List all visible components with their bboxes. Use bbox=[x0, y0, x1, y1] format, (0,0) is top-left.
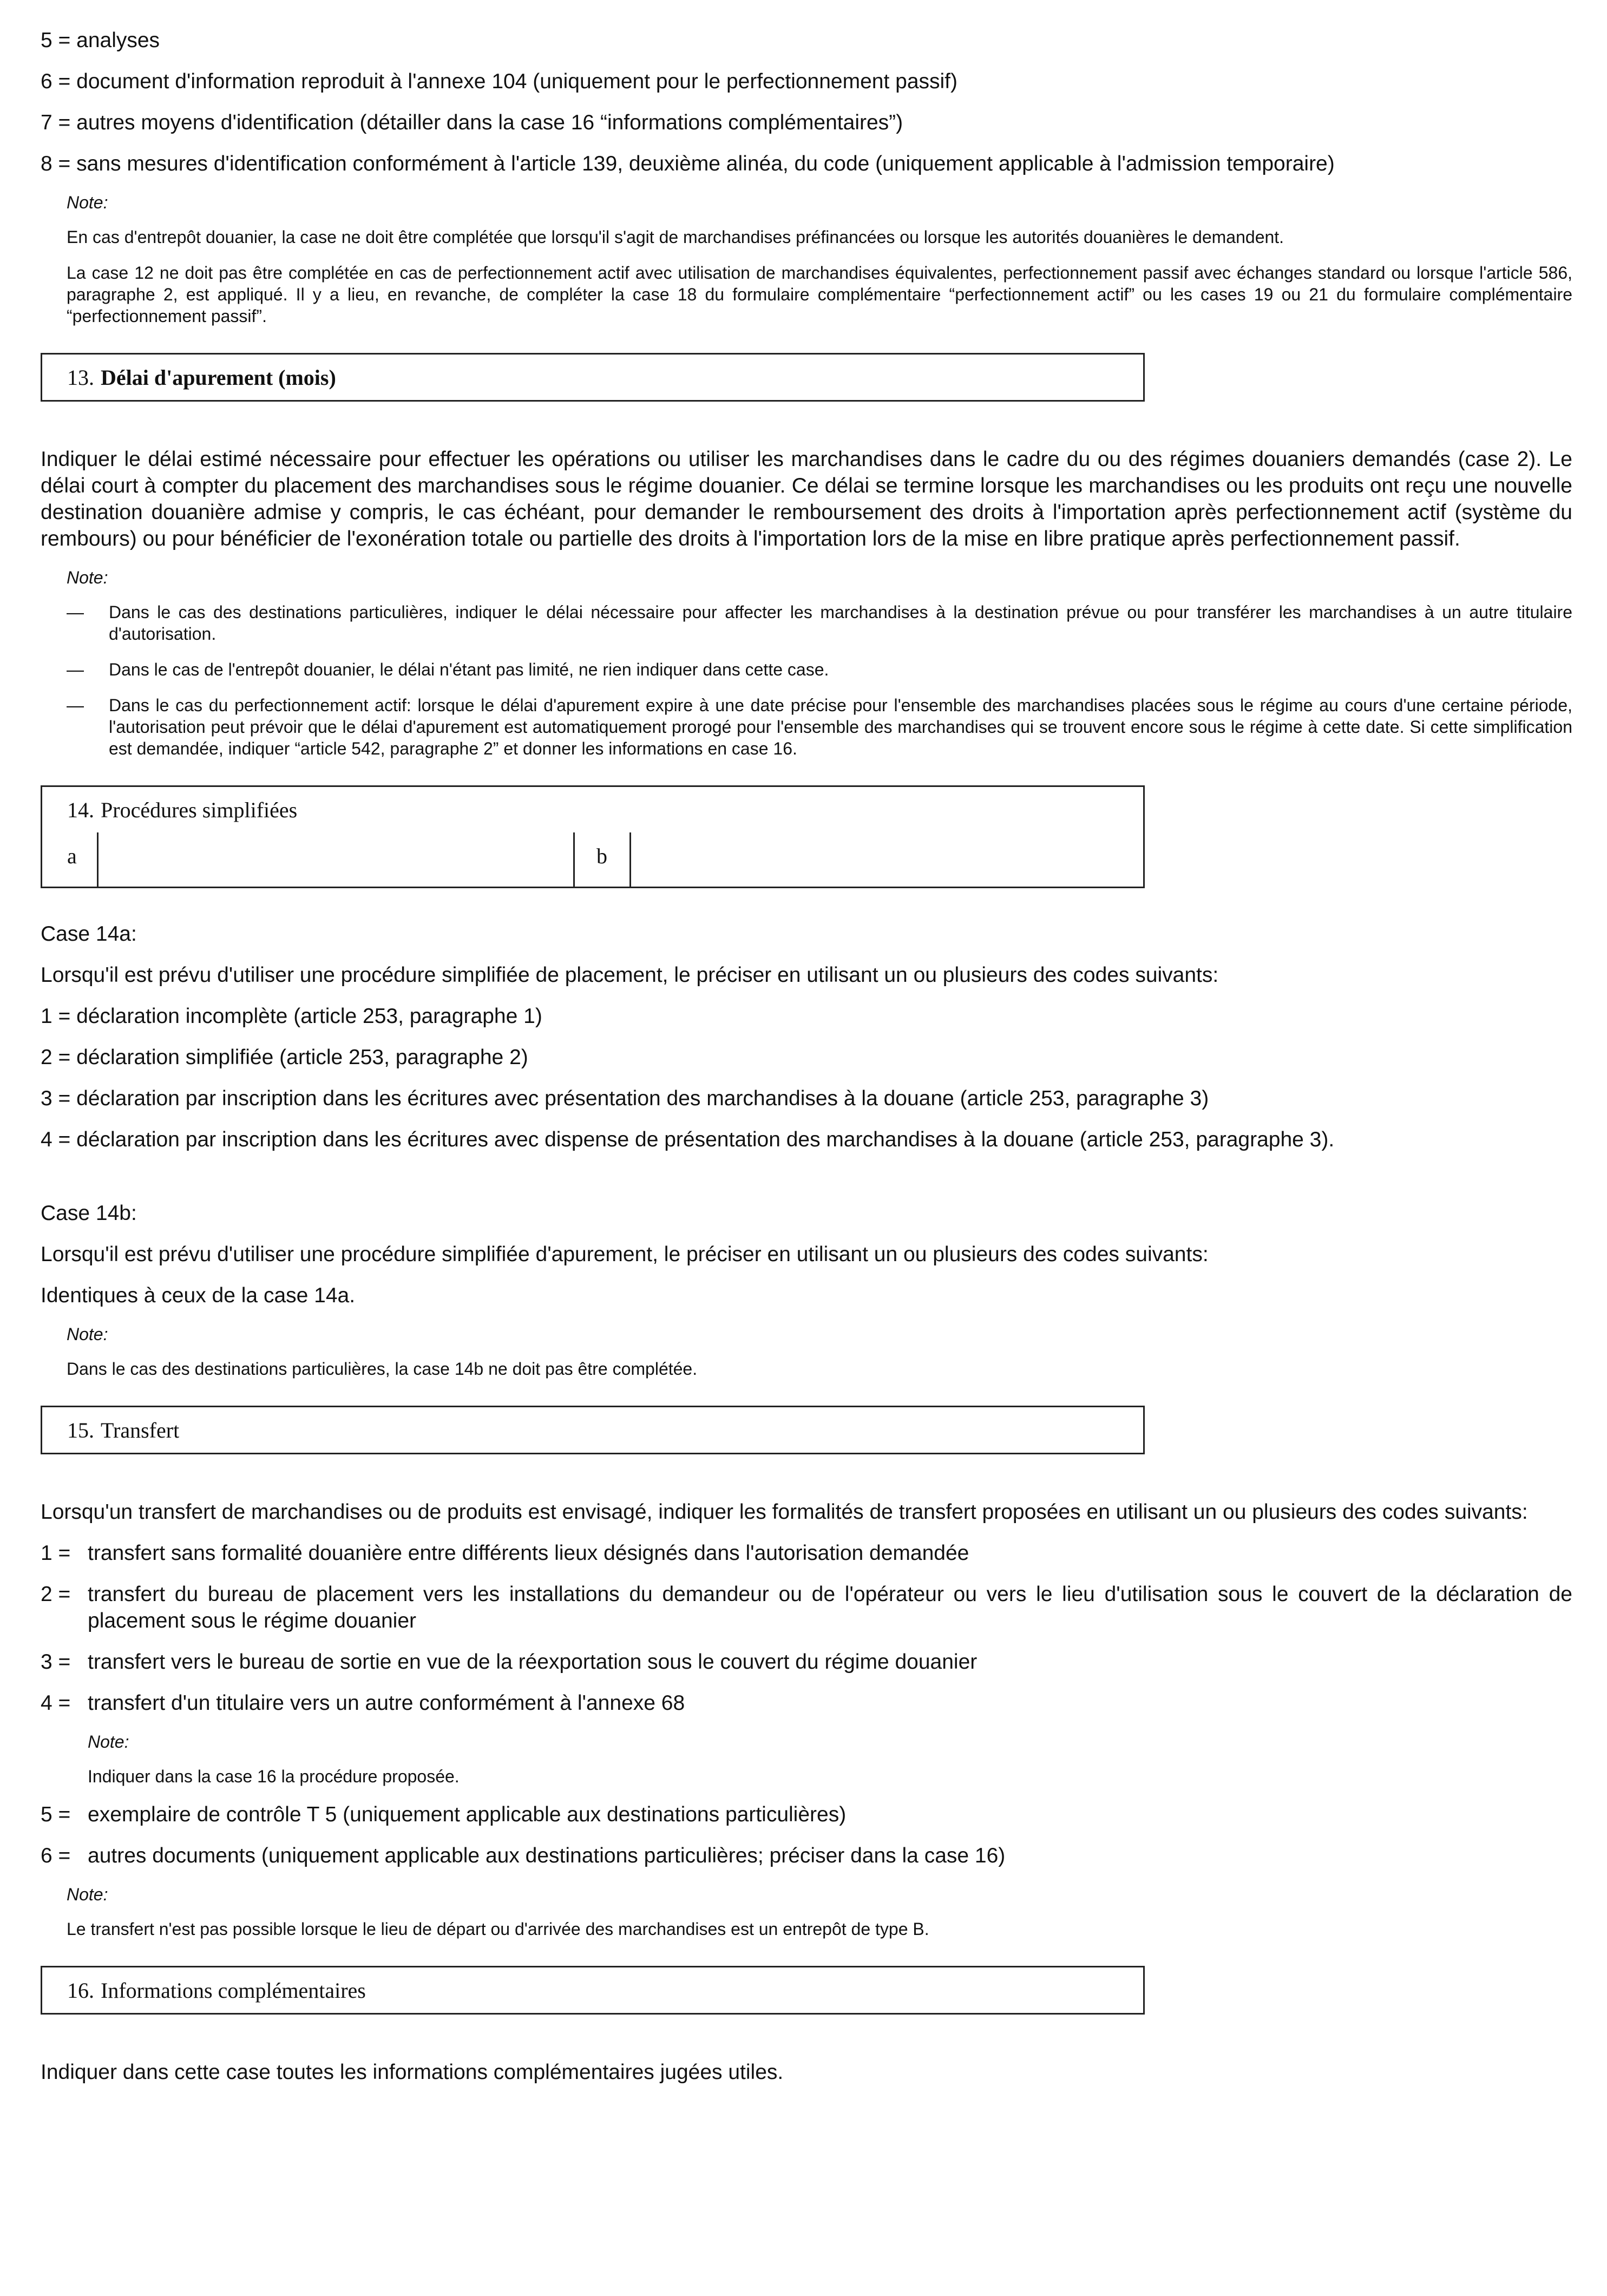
note-label: Note: bbox=[88, 1732, 129, 1751]
code-number: 3 = bbox=[41, 1650, 71, 1674]
note-dash-item bbox=[67, 659, 1572, 680]
transfer-code-item bbox=[41, 1690, 1572, 1716]
dash-marker: — bbox=[67, 602, 84, 622]
dash-marker: — bbox=[67, 696, 84, 715]
code-text: transfert vers le bureau de sortie en vue de la réexportation sous le couvert du régime douanier bbox=[88, 1650, 978, 1674]
dash-marker: — bbox=[67, 660, 84, 679]
transfer-code-item bbox=[41, 1842, 1572, 1869]
note-text: La case 12 ne doit pas être complétée en cas de perfectionnement actif avec utilisation de marchandises équivalentes, perfectionnement passif avec échanges standard ou lorsque l'article 586, paragraphe 2, est appliqué. Il y a lieu, en revanche, de compléter la case 18 du formulaire complémentaire “perfectionnement actif” ou les cases 19 ou 21 du formulaire complémentaire “perfectionnement passif”. bbox=[67, 263, 1572, 326]
note-label: Note: bbox=[67, 193, 108, 212]
code-item-8: 8 = sans mesures d'identification conformément à l'article 139, deuxième alinéa, du code (uniquement applicable à l'admission temporaire) bbox=[41, 152, 1335, 175]
code-text: transfert du bureau de placement vers les installations du demandeur ou de l'opérateur ou vers le lieu d'utilisation sous le couvert de la déclaration de placement sous le régime douanier bbox=[88, 1583, 1572, 1632]
code-number: 1 = bbox=[41, 1541, 71, 1565]
field-a-label: a bbox=[42, 832, 99, 887]
note-text: Dans le cas des destinations particulières, la case 14b ne doit pas être complétée. bbox=[67, 1359, 698, 1379]
case-14a-heading: Case 14a: bbox=[41, 922, 137, 946]
code-number: 5 = bbox=[41, 1803, 71, 1826]
box-16-informations-complementaires bbox=[41, 1966, 1145, 2015]
section-16-text: Indiquer dans cette case toutes les informations complémentaires jugées utiles. bbox=[41, 2061, 784, 2084]
box-14-fields bbox=[42, 832, 1143, 887]
box-label: Informations complémentaires bbox=[101, 1978, 366, 2003]
box-number: 15. bbox=[67, 1418, 94, 1442]
case-14b-same: Identiques à ceux de la case 14a. bbox=[41, 1284, 356, 1307]
note-dash-item bbox=[67, 601, 1572, 645]
code-text: autres documents (uniquement applicable aux destinations particulières; préciser dans la case 16) bbox=[88, 1844, 1006, 1867]
section-13-text: Indiquer le délai estimé nécessaire pour effectuer les opérations ou utiliser les marchandises dans le cadre du ou des régimes douaniers demandés (case 2). Le délai court à compter du placement des marchandises sous le régime douanier. Ce délai se termine lorsque les marchandises ou les produits ont reçu une nouvelle destination douanière admise y compris, le cas échéant, pour demander le remboursement des droits à l'importation après perfectionnement actif (système du rembours) ou pour bénéficier de l'exonération totale ou partielle des droits à l'importation lors de la mise en libre pratique après perfectionnement passif. bbox=[41, 448, 1572, 550]
note-label: Note: bbox=[67, 1885, 108, 1904]
transfer-code-item bbox=[41, 1649, 1572, 1675]
document-page bbox=[41, 27, 1572, 2100]
case-14b-heading: Case 14b: bbox=[41, 1202, 137, 1225]
code-item: 3 = déclaration par inscription dans les écritures avec présentation des marchandises à la douane (article 253, paragraphe 3) bbox=[41, 1087, 1209, 1110]
box-number: 16. bbox=[67, 1978, 94, 2003]
box-label: Procédures simplifiées bbox=[101, 798, 298, 822]
field-14a-input[interactable] bbox=[99, 832, 575, 887]
note-text: Le transfert n'est pas possible lorsque le lieu de départ ou d'arrivée des marchandises est un entrepôt de type B. bbox=[67, 1919, 929, 1939]
transfer-code-item bbox=[41, 1540, 1572, 1566]
box-number: 13. bbox=[67, 365, 94, 390]
section-15-intro: Lorsqu'un transfert de marchandises ou de produits est envisagé, indiquer les formalités de transfert proposées en utilisant un ou plusieurs des codes suivants: bbox=[41, 1500, 1528, 1524]
note-text: Dans le cas de l'entrepôt douanier, le délai n'étant pas limité, ne rien indiquer dans cette case. bbox=[109, 660, 829, 679]
code-text: exemplaire de contrôle T 5 (uniquement applicable aux destinations particulières) bbox=[88, 1803, 847, 1826]
note-dash-item bbox=[67, 694, 1572, 759]
code-item-7: 7 = autres moyens d'identification (détailler dans la case 16 “informations complémentaires”) bbox=[41, 111, 903, 134]
box-number: 14. bbox=[67, 798, 94, 822]
code-text: transfert d'un titulaire vers un autre conformément à l'annexe 68 bbox=[88, 1691, 685, 1715]
box-label: Transfert bbox=[101, 1418, 180, 1442]
transfer-code-item bbox=[41, 1801, 1572, 1828]
case-14b-intro: Lorsqu'il est prévu d'utiliser une procédure simplifiée d'apurement, le préciser en utilisant un ou plusieurs des codes suivants: bbox=[41, 1243, 1209, 1266]
field-14b-input[interactable] bbox=[631, 832, 1143, 887]
field-b-label: b bbox=[575, 832, 631, 887]
transfer-code-item bbox=[41, 1581, 1572, 1634]
note-text: Dans le cas des destinations particulières, indiquer le délai nécessaire pour affecter les marchandises à la destination prévue ou pour transférer les marchandises à un autre titulaire d'autorisation. bbox=[109, 602, 1572, 644]
note-text: En cas d'entrepôt douanier, la case ne doit être complétée que lorsqu'il s'agit de marchandises préfinancées ou lorsque les autorités douanières le demandent. bbox=[67, 227, 1284, 247]
case-14a-intro: Lorsqu'il est prévu d'utiliser une procédure simplifiée de placement, le préciser en utilisant un ou plusieurs des codes suivants: bbox=[41, 963, 1219, 987]
note-text: Dans le cas du perfectionnement actif: lorsque le délai d'apurement expire à une date précise pour l'ensemble des marchandises placées sous le régime au cours d'une certaine période, l'autorisation peut prévoir que le délai d'apurement est automatiquement prorogé pour l'ensemble des marchandises qui se trouvent encore sous le régime à cette date. Si cette simplification est demandée, indiquer “article 542, paragraphe 2” et donner les informations en case 16. bbox=[109, 696, 1572, 758]
box-15-transfert bbox=[41, 1406, 1145, 1454]
code-item-6: 6 = document d'information reproduit à l'annexe 104 (uniquement pour le perfectionnement passif) bbox=[41, 70, 958, 93]
code-item: 1 = déclaration incomplète (article 253, paragraphe 1) bbox=[41, 1005, 542, 1028]
note-text: Indiquer dans la case 16 la procédure proposée. bbox=[88, 1767, 460, 1786]
code-item: 4 = déclaration par inscription dans les écritures avec dispense de présentation des marchandises à la douane (article 253, paragraphe 3). bbox=[41, 1128, 1335, 1151]
code-item: 2 = déclaration simplifiée (article 253, paragraphe 2) bbox=[41, 1046, 528, 1069]
note-label: Note: bbox=[67, 1324, 108, 1344]
code-number: 6 = bbox=[41, 1844, 71, 1867]
box-13-delai-apurement bbox=[41, 353, 1145, 402]
code-text: transfert sans formalité douanière entre différents lieux désignés dans l'autorisation demandée bbox=[88, 1541, 969, 1565]
code-number: 4 = bbox=[41, 1691, 71, 1715]
code-item-5: 5 = analyses bbox=[41, 29, 160, 52]
code-number: 2 = bbox=[41, 1583, 71, 1606]
note-label: Note: bbox=[67, 568, 108, 587]
box-14-procedures-simplifiees bbox=[41, 785, 1145, 888]
box-label: Délai d'apurement (mois) bbox=[101, 365, 336, 390]
